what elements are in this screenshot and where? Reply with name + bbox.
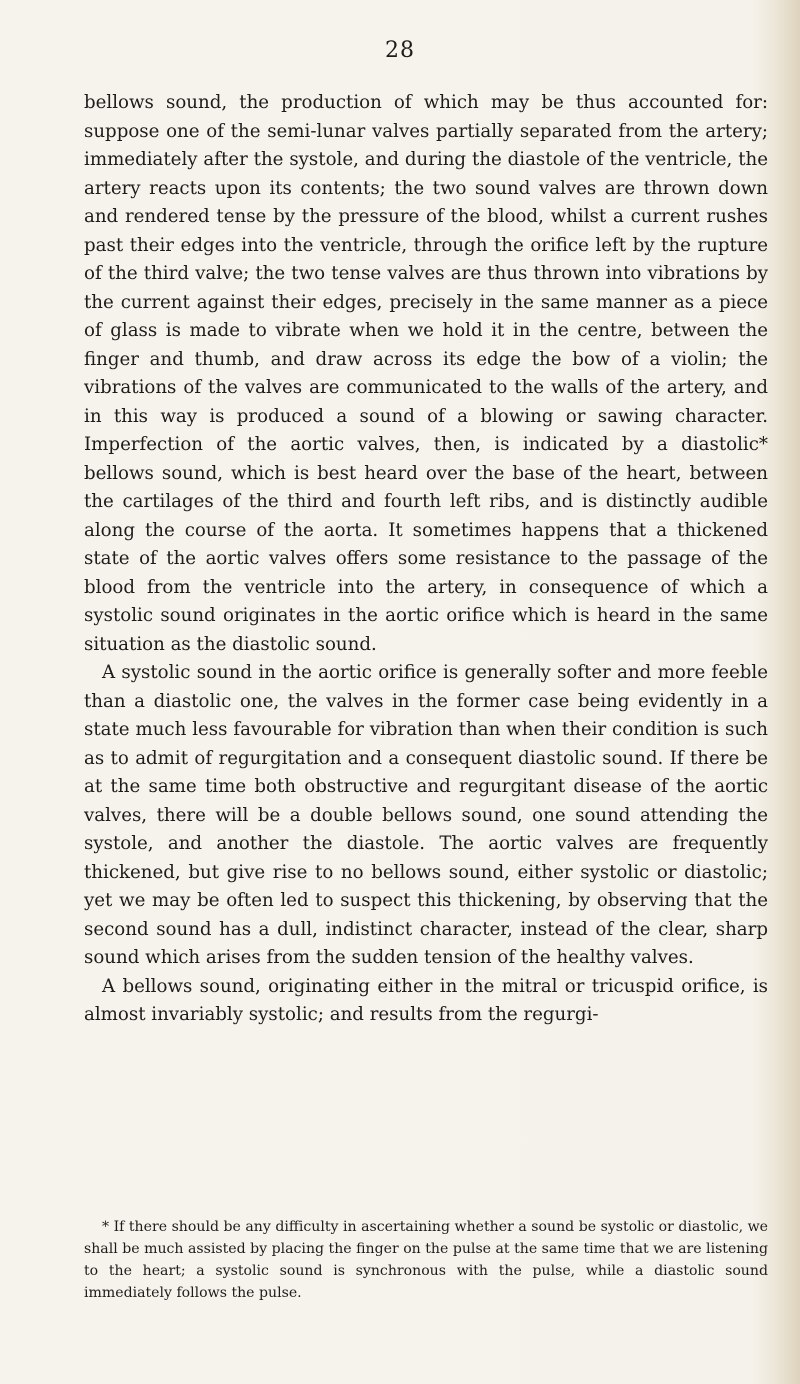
footnote-text: * If there should be any difficulty in ascertaining whether a sound be systolic or diastolic, we shall be much assisted by placing the finger on the pulse at the same time that we are listening to the heart; a systolic sound is synchronous with the pulse, while a diastolic sound immediately follows the pulse. [84, 1219, 768, 1301]
footnote [84, 1216, 768, 1304]
paragraph-aortic-systolic: A systolic sound in the aortic orifice is generally softer and more feeble than a diastolic one, the valves in the former case being evidently in a state much less favourable for vibration than when their condition is such as to admit of regurgitation and a consequent diastolic sound. If there be at the same time both obstructive and regurgitant disease of the aortic valves, there will be a double bellows sound, one sound attending the systole, and another the diastole. The aortic valves are frequently thickened, but give rise to no bellows sound, either systolic or diastolic; yet we may be often led to suspect this thickening, by observing that the second sound has a dull, indistinct character, instead of the clear, sharp sound which arises from the sudden tension of the healthy valves. [84, 662, 768, 968]
paragraph-mitral-tricuspid: A bellows sound, originating either in the mitral or tricuspid orifice, is almost invariably systolic; and results from the regurgi- [84, 975, 768, 1025]
page-number: 28 [385, 38, 415, 63]
paragraph-continuation: bellows sound, the production of which may be thus accounted for: suppose one of the semi-lunar valves partially separated from the artery; immediately after the systole, and during the diastole of the ventricle, the artery reacts upon its contents; the two sound valves are thrown down and rendered tense by the pressure of the blood, whilst a current rushes past their edges into the ventricle, through the orifice left by the rupture of the third valve; the two tense valves are thus thrown into vibrations by the current against their edges, precisely in the same manner as a piece of glass is made to vibrate when we hold it in the centre, between the finger and thumb, and draw across its edge the bow of a violin; the vibrations of the valves are communicated to the walls of the artery, and in this way is produced a sound of a blowing or sawing character. Imperfection of the aortic valves, then, is indicated by a diastolic* bellows sound, which is best heard over the base of the heart, between the cartilages of the third and fourth left ribs, and is distinctly audible along the course of the aorta. It sometimes happens that a thickened state of the aortic valves offers some resistance to the passage of the blood from the ventricle into the artery, in consequence of which a systolic sound originates in the aortic orifice which is heard in the same situation as the diastolic sound. [84, 92, 768, 655]
body-text [84, 89, 768, 1030]
